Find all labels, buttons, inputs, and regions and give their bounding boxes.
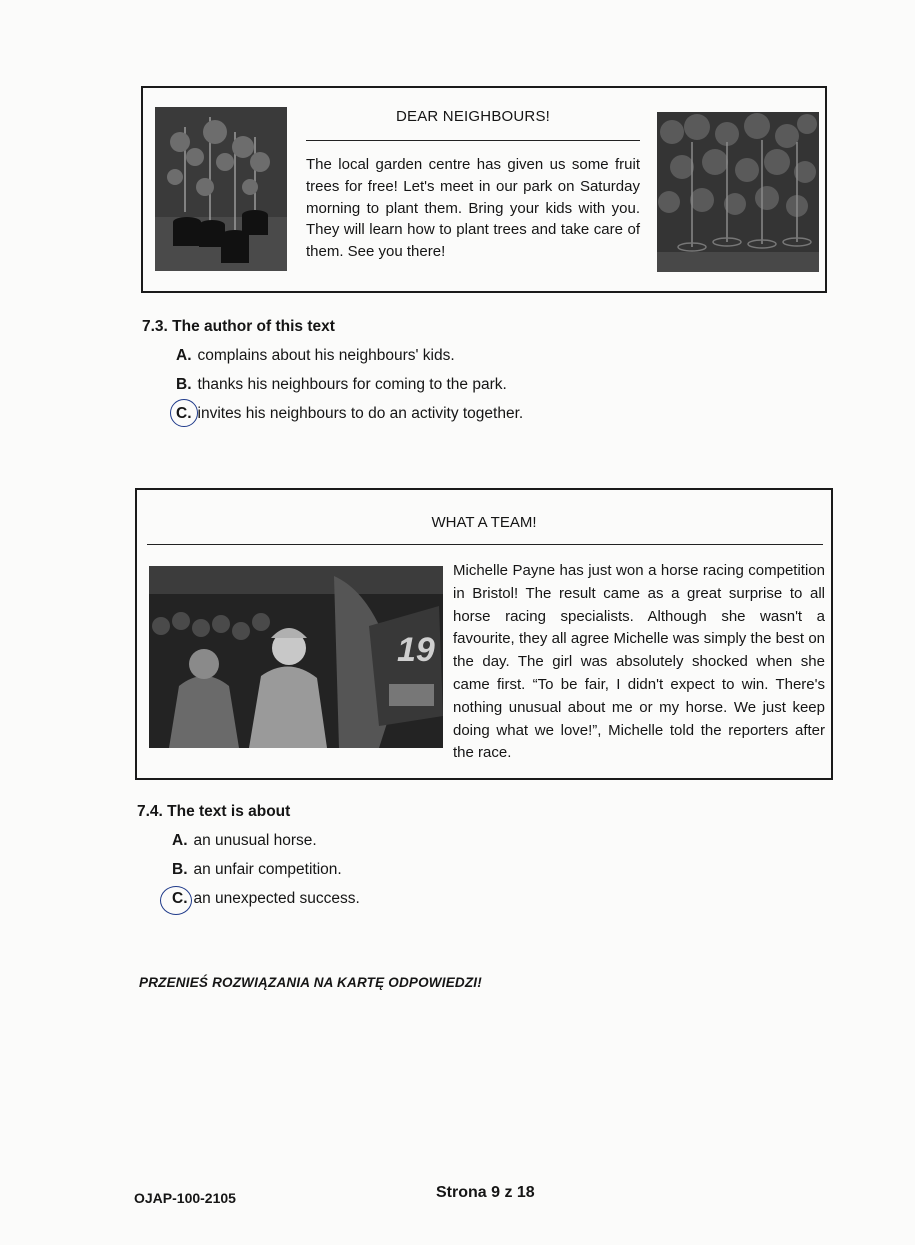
option-letter: C. xyxy=(176,405,192,422)
question-7-4-option-a[interactable] xyxy=(172,832,317,850)
option-text: invites his neighbours to do an activity together. xyxy=(197,405,524,422)
question-7-3-option-a[interactable] xyxy=(176,347,455,365)
question-7-3-title: 7.3. The author of this text xyxy=(142,318,335,335)
title-divider xyxy=(147,544,823,545)
notice-box-dear-neighbours xyxy=(141,86,827,293)
svg-text:19: 19 xyxy=(397,631,435,669)
notice-title: DEAR NEIGHBOURS! xyxy=(395,108,551,125)
article-box-what-a-team xyxy=(135,488,833,780)
answer-circle-mark xyxy=(160,886,192,915)
fruit-trees-photo-right xyxy=(657,112,819,272)
option-text: thanks his neighbours for coming to the park. xyxy=(197,376,507,393)
fruit-trees-photo-left xyxy=(155,107,287,271)
option-text: an unexpected success. xyxy=(193,890,360,907)
article-title: WHAT A TEAM! xyxy=(431,514,537,531)
option-letter: A. xyxy=(176,347,192,364)
option-letter: A. xyxy=(172,832,188,849)
page-number: Strona 9 z 18 xyxy=(436,1184,535,1201)
question-7-3-option-b[interactable] xyxy=(176,376,507,394)
option-letter: C. xyxy=(172,890,188,907)
answer-circle-mark xyxy=(170,399,198,427)
option-text: complains about his neighbours' kids. xyxy=(197,347,455,364)
option-letter: B. xyxy=(172,861,188,878)
option-text: an unusual horse. xyxy=(193,832,317,849)
article-body-text: Michelle Payne has just won a horse racing competition in Bristol! The result came as a great surprise to all horse racing specialists. Although she wasn't a favourite, they all agree Michelle was simply the best on the day. The girl was absolutely shocked when she came first. “To be fair, I didn't expect to win. There's nothing unusual about me or my horse. We just keep doing what we love!”, Michelle told the reporters after the race. xyxy=(453,562,825,762)
title-divider xyxy=(306,140,640,141)
question-7-3-option-c[interactable] xyxy=(176,405,523,423)
jockey-photo xyxy=(149,566,443,748)
question-7-4-option-b[interactable] xyxy=(172,861,342,879)
option-letter: B. xyxy=(176,376,192,393)
option-text: an unfair competition. xyxy=(193,861,342,878)
exam-code: OJAP-100-2105 xyxy=(134,1190,236,1206)
transfer-answers-note: PRZENIEŚ ROZWIĄZANIA NA KARTĘ ODPOWIEDZI! xyxy=(139,975,482,990)
question-7-4-option-c[interactable] xyxy=(172,890,360,908)
question-7-4-title: 7.4. The text is about xyxy=(137,803,291,820)
notice-body-text: The local garden centre has given us some fruit trees for free! Let's meet in our park on Saturday morning to plant them. Bring your kids with you. They will learn how to plant trees and take care of them. See you there! xyxy=(306,156,640,261)
